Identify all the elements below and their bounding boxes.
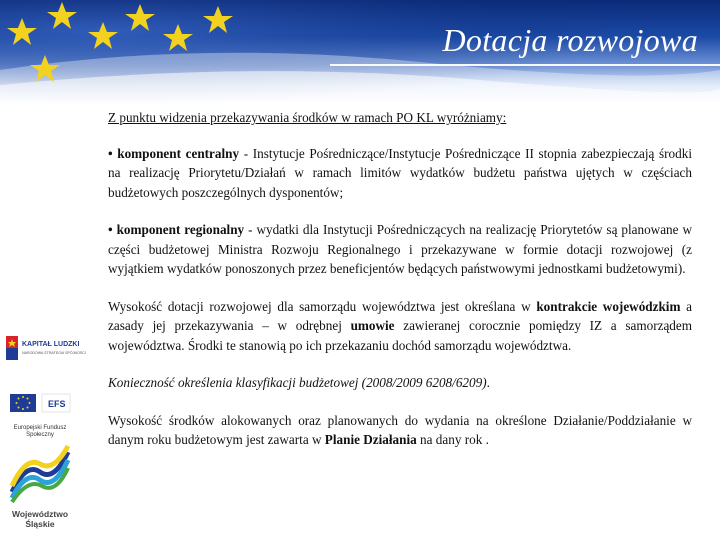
paragraph-grant-amount	[108, 297, 692, 356]
title-underline	[330, 64, 720, 66]
term-central-component: • komponent centralny	[108, 145, 240, 161]
eu-flag-icon	[4, 390, 76, 420]
kapital-ludzki-icon	[4, 330, 86, 370]
slide-title: Dotacja rozwojowa	[442, 22, 698, 58]
paragraph-text: Wysokość dotacji rozwojowej dla samorządu województwa jest określana w	[108, 298, 537, 314]
slaskie-line1: Województwo	[11, 509, 69, 519]
logo-column	[0, 320, 86, 540]
paragraph-action-plan	[108, 411, 692, 450]
paragraph-text: na dany rok .	[416, 432, 489, 447]
section-heading: Z punktu widzenia przekazywania środków w ramach PO KL wyróżniamy:	[108, 110, 507, 125]
kapital-ludzki-logo	[4, 330, 86, 370]
slaskie-waves-icon	[4, 442, 76, 504]
term-action-plan: Planie Działania	[324, 432, 417, 447]
paragraph-text: zawieranej corocznie pomiędzy IZ a samorządem województwa. Środki te stanowią po ich przekazaniu dochód samorządu województwa.	[108, 318, 692, 353]
efs-logo	[4, 390, 76, 438]
slaskie-logo	[4, 442, 76, 532]
paragraph-text: Wysokość środków alokowanych oraz planowanych do wydania na określone Działanie/Poddziałanie w danym roku budżetowym jest zawarta w	[108, 412, 692, 447]
efs-text: EFS	[48, 399, 66, 409]
paragraph-text: - wydatki dla Instytucji Pośredniczących na realizację Priorytetów są planowane w części budżetowej Ministra Rozwoju Regionalnego i przekazywane w formie dotacji rozwojowej (z wyjątkiem wydatków ponoszonych przez beneficjentów będących państwowymi jednostkami budżetowymi).	[108, 222, 692, 276]
slaskie-line2: Śląskie	[25, 519, 55, 529]
term-agreement: umowie	[350, 318, 395, 333]
kapital-ludzki-subtext: NARODOWA STRATEGIA SPÓJNOŚCI	[22, 351, 86, 355]
term-voivodeship-contract: kontrakcie wojewódzkim	[536, 298, 681, 314]
paragraph-regional-component	[108, 220, 692, 279]
paragraph-budget-classification	[108, 373, 692, 393]
paragraph-text: - Instytucje Pośredniczące/Instytucje Pośredniczące II stopnia zabezpieczają środki na realizację Priorytetu/Działań w ramach limitów wydatków budżetu państwa ujętych w częściach budżetowych poszczególnych dysponentów;	[108, 145, 693, 200]
slide-header-banner	[0, 0, 720, 105]
slide-body	[108, 108, 692, 468]
paragraph-central-component	[108, 144, 692, 203]
efs-caption: Europejski Fundusz Społeczny	[13, 425, 67, 438]
paragraph-text: a zasady jej przekazywania – w odrębnej	[108, 298, 693, 333]
kapital-ludzki-text: KAPITAŁ LUDZKI	[22, 341, 80, 348]
paragraph-text: .	[486, 375, 490, 390]
budget-classification-note: Konieczność określenia klasyfikacji budżetowej (2008/2009 6208/6209)	[108, 375, 487, 390]
term-regional-component: • komponent regionalny	[108, 222, 245, 237]
